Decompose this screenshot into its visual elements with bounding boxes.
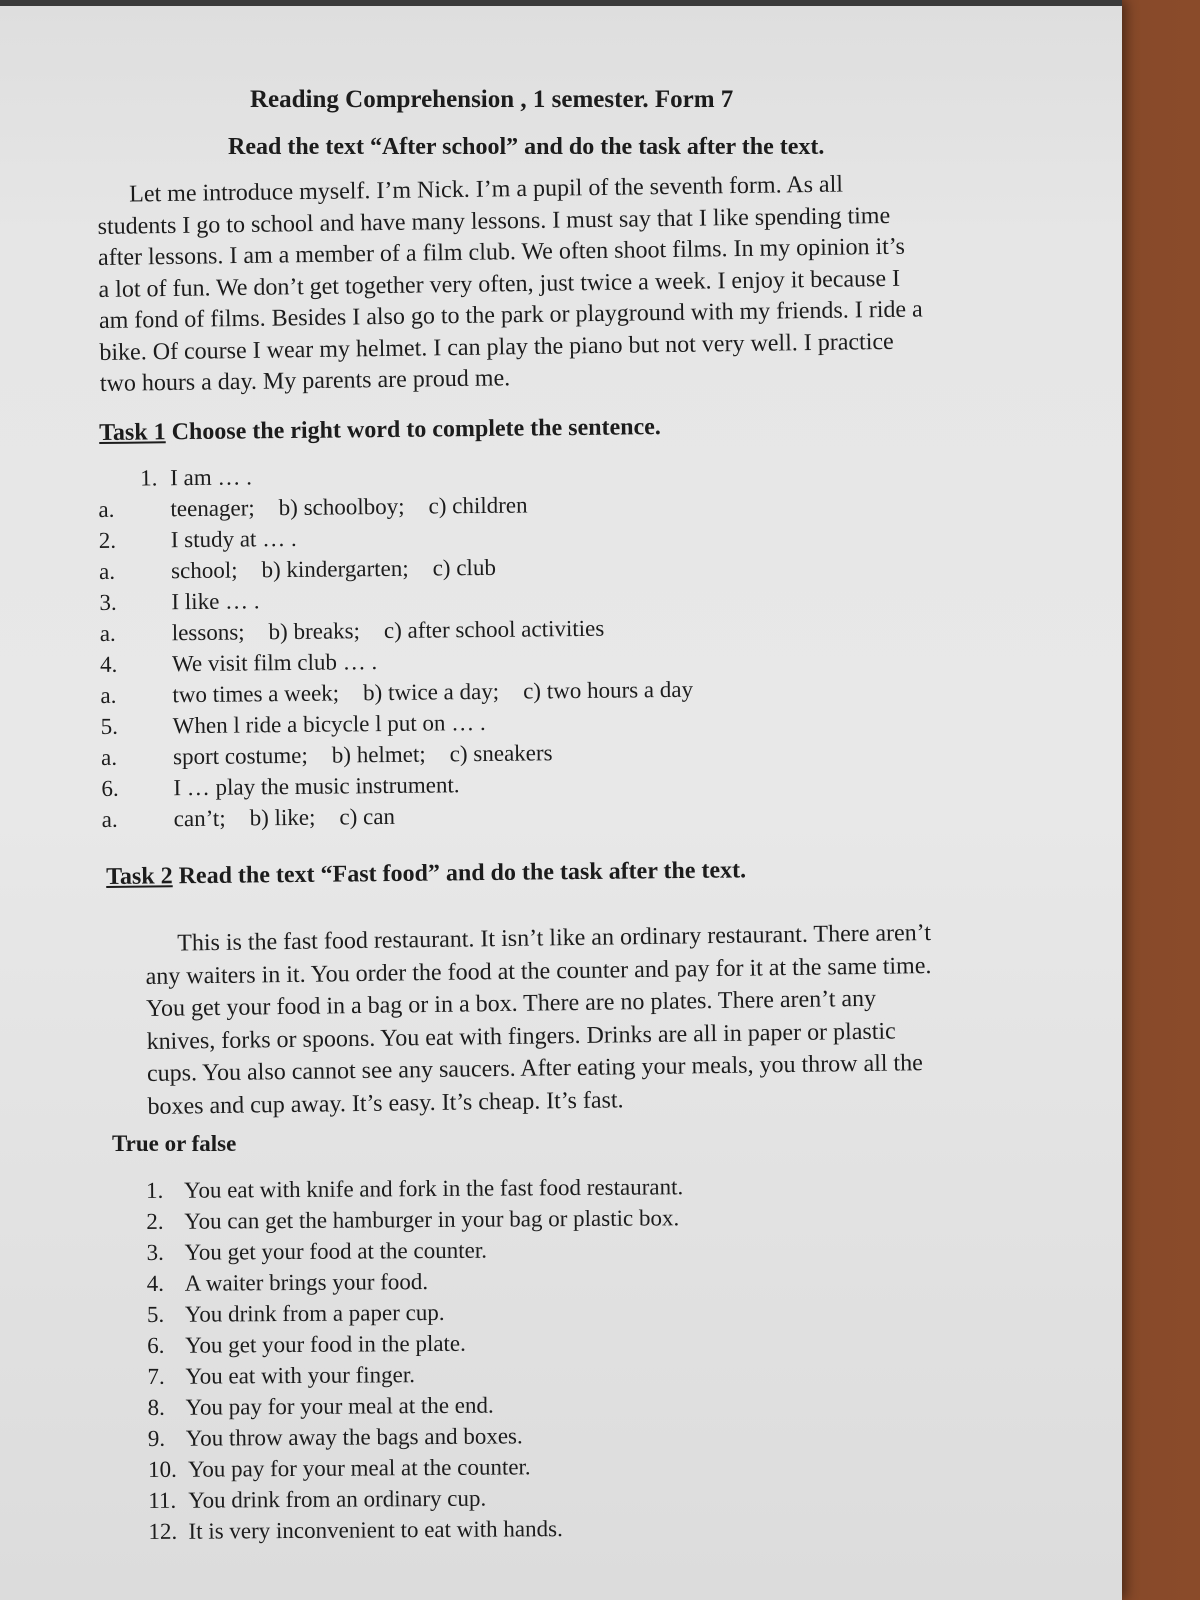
statement-row [148, 1481, 685, 1516]
question-number: 6. [101, 775, 119, 801]
text-line: am fond of films. Besides I also go to the park or playground with my friends. I ride a [98, 296, 923, 334]
statement-number: 3. [146, 1239, 164, 1265]
option-letter: a. [101, 806, 118, 832]
option-b: b) like; [249, 804, 316, 831]
statement-number: 2. [146, 1208, 164, 1234]
text-line: cups. You also cannot see any saucers. After eating your meals, you throw all the [146, 1050, 923, 1087]
task1-question-list [98, 458, 862, 838]
statement-row [147, 1295, 684, 1330]
text-line: any waiters in it. You order the food at the counter and pay for it at the same time. [145, 952, 932, 990]
statement-row [146, 1233, 683, 1268]
statement-text: It is very inconvenient to eat with hands. [188, 1516, 563, 1544]
text-line: two hours a day. My parents are proud me. [99, 365, 511, 397]
task1-heading [99, 414, 661, 447]
option-b: b) helmet; [331, 741, 426, 768]
statement-row [146, 1171, 683, 1206]
question-number: 5. [100, 713, 119, 739]
statement-text: You get your food at the counter. [184, 1237, 487, 1265]
statement-text: You pay for your meal at the end. [185, 1392, 494, 1420]
text-line: a lot of fun. We don’t get together very often, just twice a week. I enjoy it because I [98, 265, 901, 303]
text-line: You get your food in a bag or in a box. There are no plates. There aren’t any [145, 985, 877, 1022]
question-number: 1. [139, 465, 158, 491]
question-text: When l ride a bicycle l put on … . [172, 709, 486, 739]
option-a: school; [170, 557, 238, 584]
option-c: c) children [428, 492, 528, 519]
fast-food-text [145, 917, 933, 1123]
true-false-list [146, 1171, 686, 1547]
statement-number: 6. [147, 1332, 165, 1358]
statement-number: 10. [147, 1456, 177, 1482]
option-letter: a. [98, 558, 116, 584]
question-text: I study at … . [170, 525, 297, 553]
option-row [102, 799, 862, 838]
statement-text: You drink from a paper cup. [184, 1299, 445, 1327]
task2-instruction: Read the text “Fast food” and do the task after the text. [172, 857, 747, 890]
question-text: We visit film club … . [171, 649, 378, 677]
statement-row [148, 1419, 685, 1454]
statement-row [148, 1388, 685, 1423]
text-line: after lessons. I am a member of a film club. We often shoot films. In my opinion it’s [97, 233, 906, 271]
statement-text: You eat with knife and fork in the fast food restaurant. [184, 1174, 684, 1203]
option-b: b) kindergarten; [261, 555, 409, 583]
option-c: c) after school activities [383, 615, 605, 644]
statement-number: 1. [146, 1177, 164, 1203]
option-a: can’t; [173, 805, 226, 832]
worksheet-title: Reading Comprehension , 1 semester. Form 7 [250, 86, 734, 113]
option-letter: a. [100, 682, 117, 708]
statement-number: 11. [148, 1487, 177, 1513]
paper-top-edge [0, 0, 1122, 6]
text-line: knives, forks or spoons. You eat with fingers. Drinks are all in paper or plastic [146, 1018, 896, 1055]
statement-row [146, 1202, 683, 1237]
statement-number: 4. [146, 1270, 165, 1296]
option-c: c) two hours a day [522, 676, 694, 704]
statement-row [147, 1326, 684, 1361]
statement-text: You pay for your meal at the counter. [187, 1454, 531, 1482]
text-line: boxes and cup away. It’s easy. It’s cheap. It’s fast. [147, 1086, 624, 1120]
text-line: students I go to school and have many lessons. I must say that I like spending time [97, 202, 891, 240]
option-b: b) schoolboy; [278, 493, 405, 521]
true-false-heading: True or false [112, 1131, 237, 1156]
option-a: sport costume; [172, 742, 308, 770]
statement-text: You drink from an ordinary cup. [188, 1485, 487, 1513]
question-number: 4. [99, 651, 118, 677]
statement-row [147, 1357, 684, 1392]
text-line: This is the fast food restaurant. It isn’t like an ordinary restaurant. There aren’t [177, 920, 932, 957]
statement-row [148, 1450, 685, 1485]
task1-label: Task 1 [99, 419, 166, 446]
option-c: c) sneakers [449, 740, 553, 767]
option-b: b) breaks; [268, 618, 361, 645]
after-school-text [97, 168, 924, 400]
statement-number: 5. [146, 1301, 165, 1327]
option-c: c) can [339, 803, 396, 830]
text-line: bike. Of course I wear my helmet. I can play the piano but not very well. I practice [99, 328, 894, 366]
text-line: Let me introduce myself. I’m Nick. I’m a pupil of the seventh form. As all [129, 171, 844, 208]
question-text: I … play the music instrument. [173, 772, 460, 801]
worksheet-subtitle: Read the text “After school” and do the task after the text. [228, 134, 825, 160]
option-letter: a. [100, 744, 118, 770]
question-number: 3. [99, 589, 117, 615]
question-text: I like … . [171, 588, 260, 615]
option-c: c) club [432, 554, 496, 581]
task1-instruction: Choose the right word to complete the sentence. [165, 414, 661, 446]
statement-text: You throw away the bags and boxes. [185, 1423, 523, 1451]
option-letter: a. [98, 496, 115, 522]
task2-label: Task 2 [106, 863, 173, 890]
task2-heading [106, 857, 746, 891]
statement-text: A waiter brings your food. [184, 1269, 429, 1296]
question-text: I am … . [169, 464, 253, 491]
option-a: two times a week; [172, 680, 340, 708]
statement-number: 8. [147, 1394, 165, 1420]
option-letter: a. [99, 620, 116, 646]
statement-text: You eat with your finger. [185, 1362, 416, 1389]
statement-text: You get your food in the plate. [185, 1330, 466, 1358]
option-a: teenager; [170, 495, 255, 522]
question-number: 2. [98, 527, 117, 553]
statement-number: 12. [148, 1518, 178, 1544]
statement-number: 7. [147, 1363, 165, 1389]
option-b: b) twice a day; [362, 678, 500, 706]
statement-number: 9. [147, 1425, 166, 1451]
statement-row [148, 1512, 685, 1547]
option-a: lessons; [171, 619, 245, 646]
statement-row [147, 1264, 684, 1299]
statement-text: You can get the hamburger in your bag or plastic box. [184, 1205, 680, 1234]
